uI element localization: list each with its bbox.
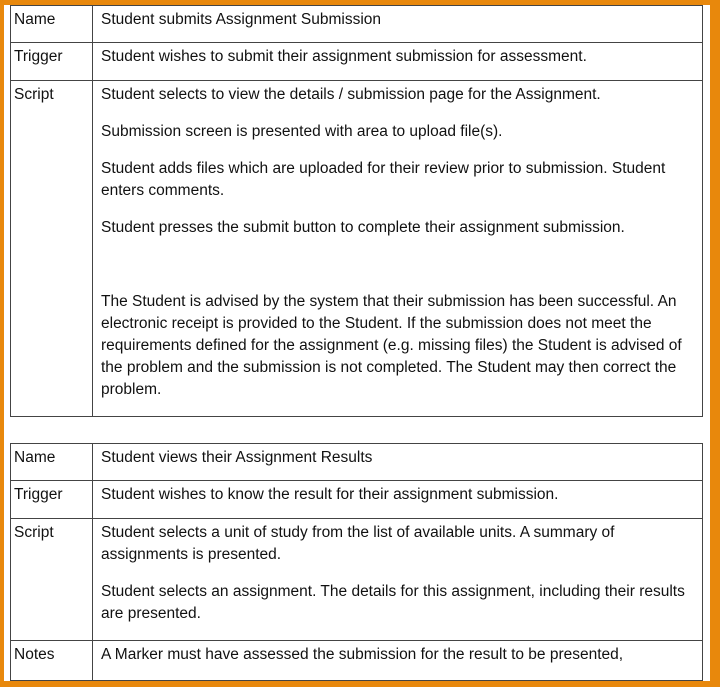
- script-value: [93, 519, 703, 641]
- script-label: Script: [11, 519, 93, 641]
- script-step: Student adds files which are uploaded for their review prior to submission. Student enters comments.: [101, 160, 666, 199]
- script-step: The Student is advised by the system that their submission has been successful. An electronic receipt is provided to the Student. If the submission does not meet the requirements defined for the assignment (e.g. missing files) the Student is advised of the problem and the submission is not completed. The Student may then correct the problem.: [101, 293, 682, 398]
- name-label: Name: [11, 444, 93, 481]
- document-page: [4, 5, 710, 681]
- script-step: Student selects an assignment. The details for this assignment, including their results are presented.: [101, 583, 685, 622]
- use-case-table-submit: [10, 5, 703, 417]
- trigger-row: [11, 481, 703, 519]
- script-row: [11, 81, 703, 417]
- use-case-table-results: [10, 443, 703, 681]
- notes-row: [11, 641, 703, 681]
- script-label: Script: [11, 81, 93, 417]
- name-label: Name: [11, 6, 93, 43]
- name-value: Student views their Assignment Results: [93, 444, 703, 481]
- trigger-value: Student wishes to know the result for their assignment submission.: [93, 481, 703, 519]
- name-row: [11, 6, 703, 43]
- script-step: Submission screen is presented with area to upload file(s).: [101, 123, 503, 140]
- name-value: Student submits Assignment Submission: [93, 6, 703, 43]
- notes-label: Notes: [11, 641, 93, 681]
- trigger-label: Trigger: [11, 43, 93, 81]
- script-step: Student presses the submit button to complete their assignment submission.: [101, 219, 625, 236]
- trigger-value: Student wishes to submit their assignment submission for assessment.: [93, 43, 703, 81]
- name-row: [11, 444, 703, 481]
- script-step: Student selects to view the details / submission page for the Assignment.: [101, 86, 601, 103]
- script-step: Student selects a unit of study from the list of available units. A summary of assignments is presented.: [101, 524, 615, 563]
- trigger-row: [11, 43, 703, 81]
- notes-value: A Marker must have assessed the submission for the result to be presented,: [93, 641, 703, 681]
- script-row: [11, 519, 703, 641]
- trigger-label: Trigger: [11, 481, 93, 519]
- script-value: [93, 81, 703, 417]
